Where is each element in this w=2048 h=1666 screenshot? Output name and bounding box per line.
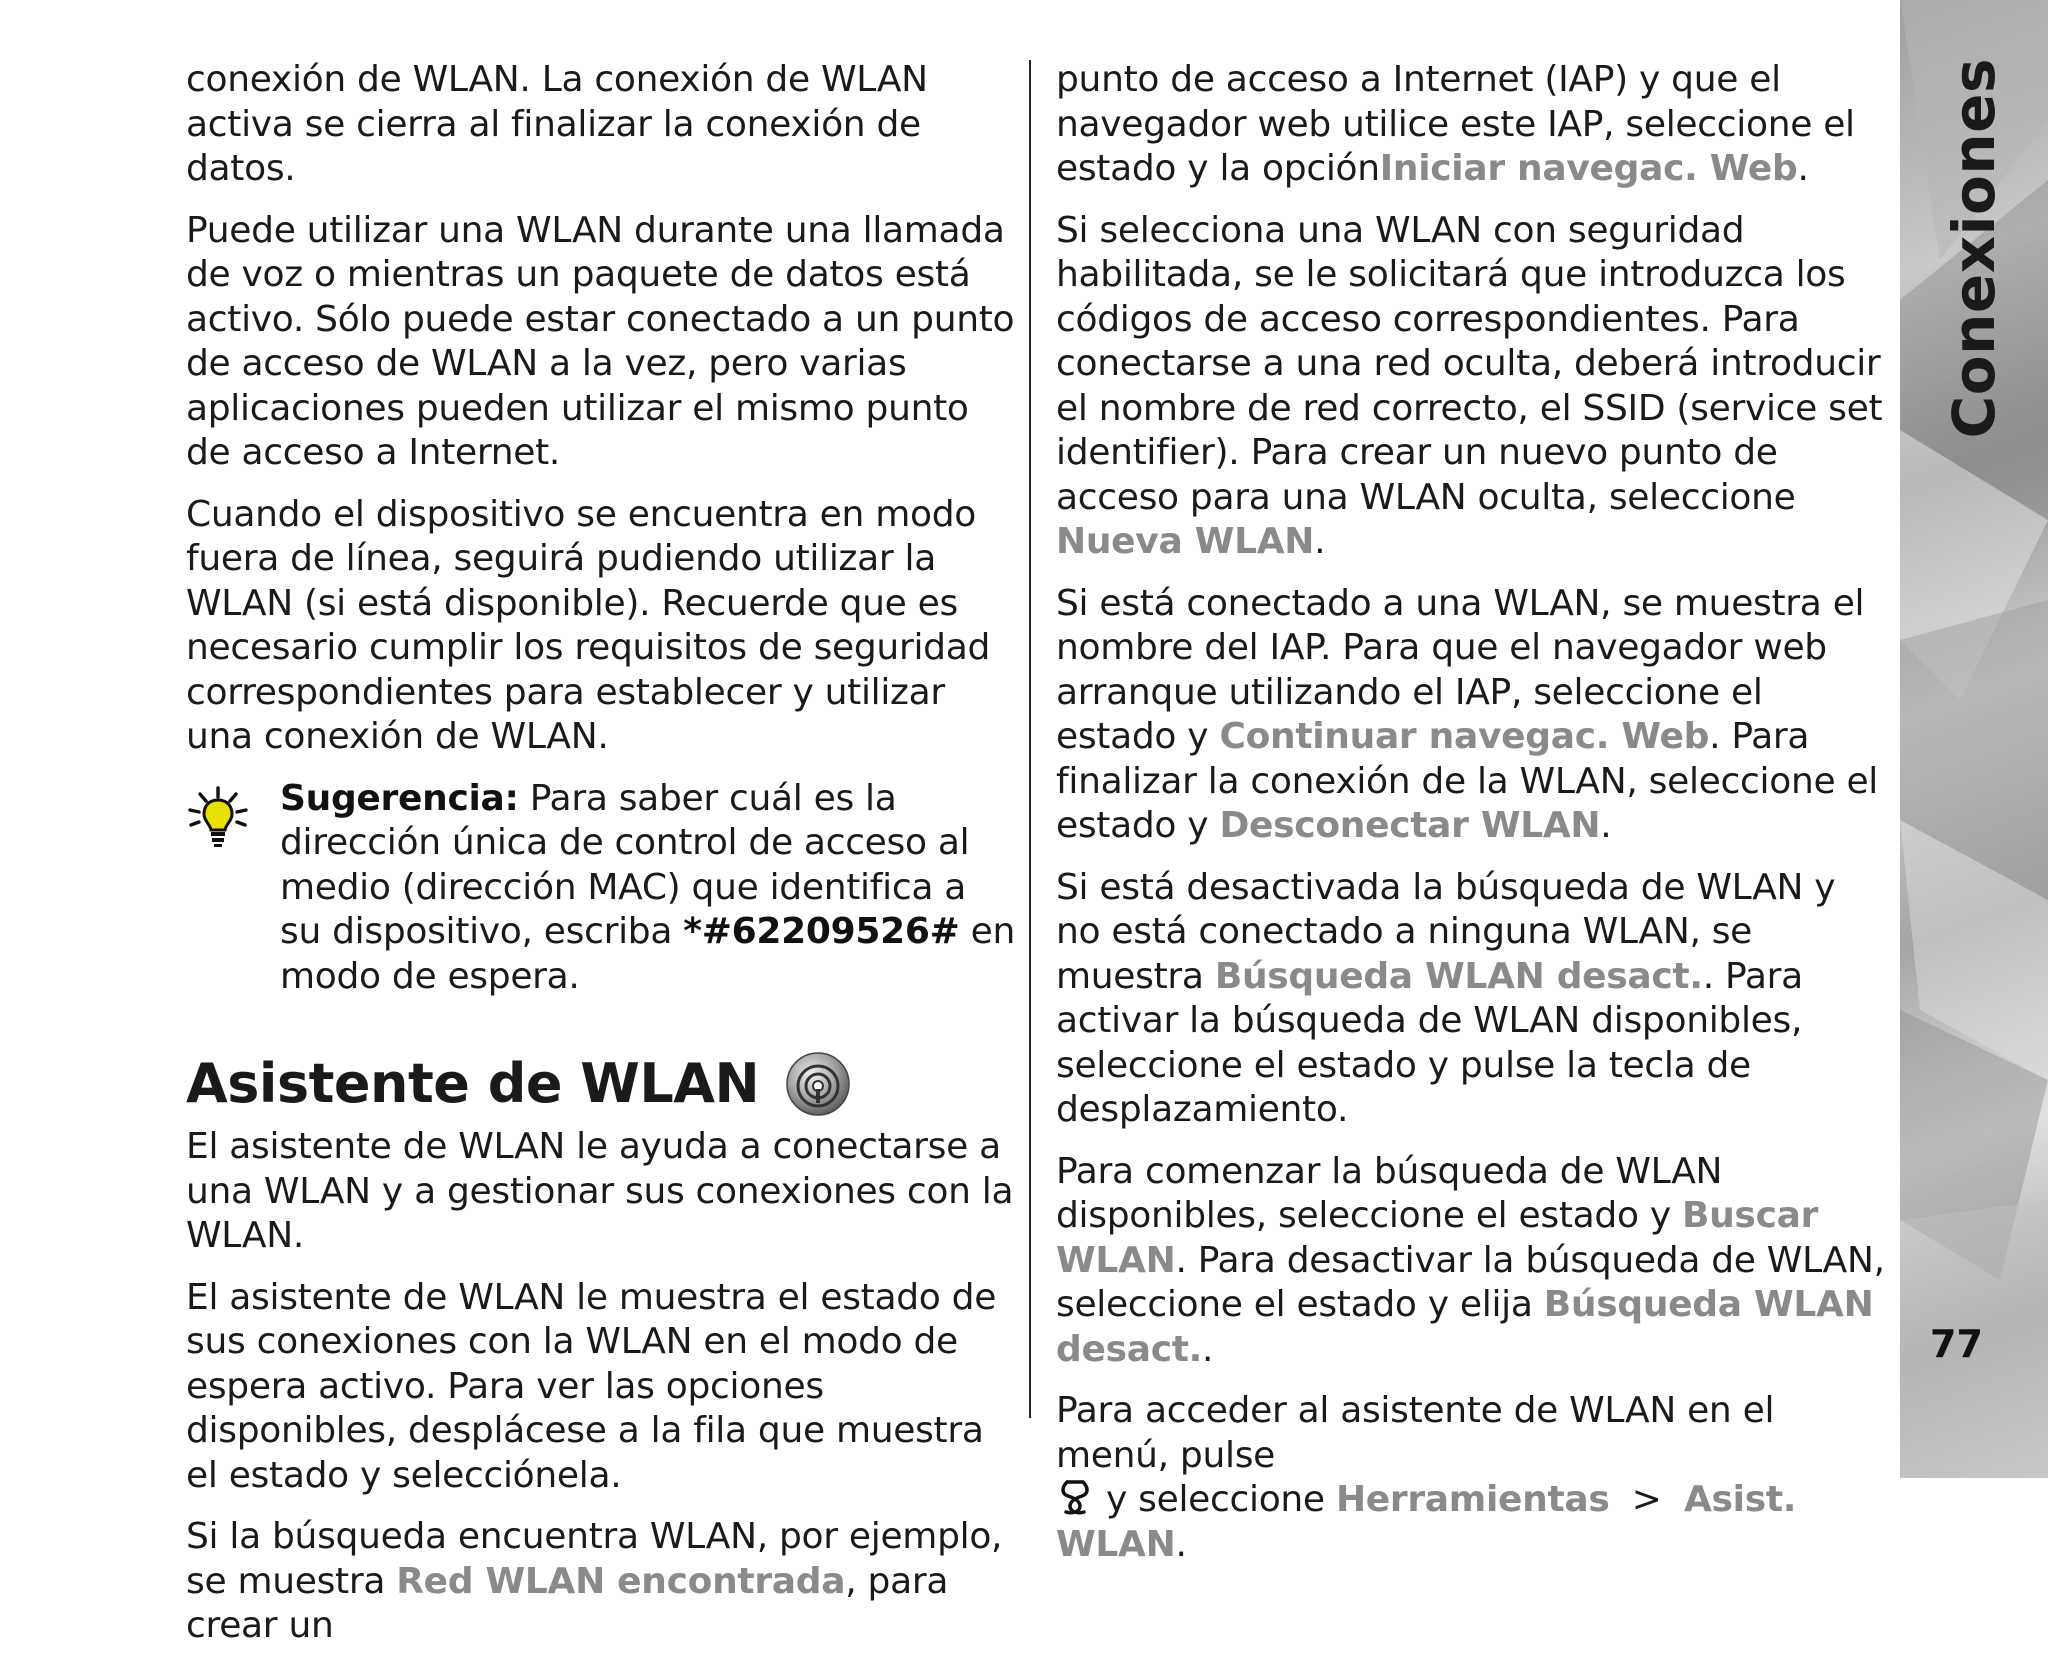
section-title: Conexiones [1940,58,2008,439]
paragraph: Si está conectado a una WLAN, se muestra el nombre del IAP. Para que el navegador web arranque utilizando el IAP, seleccione el estado y Continuar navegac. Web. Para finalizar la conexión de la WLAN, seleccione el estado y Desconectar WLAN. [1056,582,1879,846]
tip-label: Sugerencia: [280,777,519,819]
paragraph: conexión de WLAN. La conexión de WLAN activa se cierra al finalizar la conexión de datos. [186,59,928,189]
paragraph: Para comenzar la búsqueda de WLAN disponibles, seleccione el estado y Buscar WLAN. Para desactivar la búsqueda de WLAN, seleccione el estado y elija Búsqueda WLAN desact.. [1056,1150,1885,1370]
right-column [1056,58,1888,1584]
ui-term: Búsqueda WLAN desact. [1056,1284,1874,1370]
ui-term: Búsqueda WLAN desact. [1214,955,1703,997]
tip-text: Para saber cuál es la dirección única de control de acceso al medio (dirección MAC) que identifica a su dispositivo, escriba [280,777,970,952]
path-separator: > [1609,1479,1684,1520]
paragraph: El asistente de WLAN le ayuda a conectarse a una WLAN y a gestionar sus conexiones con la WLAN. [186,1126,1014,1256]
column-divider [1029,60,1031,1418]
ui-term: Herramientas [1335,1479,1610,1520]
ui-term: Red WLAN encontrada [396,1560,846,1602]
ui-term: Asist. WLAN [1056,1479,1797,1565]
paragraph: Si selecciona una WLAN con seguridad habilitada, se le solicitará que introduzca los códigos de acceso correspondientes. Para conectarse a una red oculta, deberá introducir el nombre de red correcto, el SSID (service set identifier). Para crear un nuevo punto de acceso para una WLAN oculta, seleccione Nueva WLAN. [1056,209,1883,562]
paragraph: punto de acceso a Internet (IAP) y que el navegador web utilice este IAP, seleccione el estado y la opciónIniciar navegac. Web. [1056,59,1855,189]
paragraph: Para acceder al asistente de WLAN en el menú, pulse y seleccione Herramientas > Asist. WLAN. [1056,1390,1797,1565]
paragraph: Si la búsqueda encuentra WLAN, por ejemplo, se muestra Red WLAN encontrada, para crear un [186,1516,1003,1646]
tip-code: *#62209526# [683,911,960,952]
page-number: 77 [1930,1322,1983,1366]
ui-term: Continuar navegac. Web [1219,716,1710,757]
section-heading-text: Asistente de WLAN [186,1052,760,1115]
paragraph: Puede utilizar una WLAN durante una llamada de voz o mientras un paquete de datos está activo. Sólo puede estar conectado a un punto de acceso de WLAN a la vez, pero varias aplicaciones pueden utilizar el mismo punto de acceso a Internet. [186,209,1015,473]
wlan-wizard-icon [785,1051,851,1117]
ui-term: Buscar WLAN [1056,1195,1819,1281]
ui-term: Desconectar WLAN [1219,805,1601,846]
ui-term: Nueva WLAN [1056,521,1315,562]
section-sidebar [1900,0,2048,1478]
paragraph: Si está desactivada la búsqueda de WLAN y no está conectado a ninguna WLAN, se muestra Búsqueda WLAN desact.. Para activar la búsqueda de WLAN disponibles, seleccione el estado y pulse la tecla de desplazamiento. [1056,866,1836,1130]
lightbulb-icon [186,785,250,849]
menu-key-icon [1058,1479,1092,1517]
paragraph: El asistente de WLAN le muestra el estado de sus conexiones con la WLAN en el modo de espera activo. Para ver las opciones disponibles, desplácese a la fila que muestra el estado y selecciónela. [186,1276,997,1496]
ui-term: Iniciar navegac. Web [1379,148,1798,189]
paragraph: Cuando el dispositivo se encuentra en modo fuera de línea, seguirá pudiendo utilizar la WLAN (si está disponible). Recuerde que es necesario cumplir los requisitos de seguridad correspondientes para establecer y utilizar una conexión de WLAN. [186,493,991,757]
tip-text: en modo de espera. [280,911,1016,997]
tip-box [186,777,1016,1000]
section-heading [186,1051,1016,1117]
left-column [186,58,1016,1666]
